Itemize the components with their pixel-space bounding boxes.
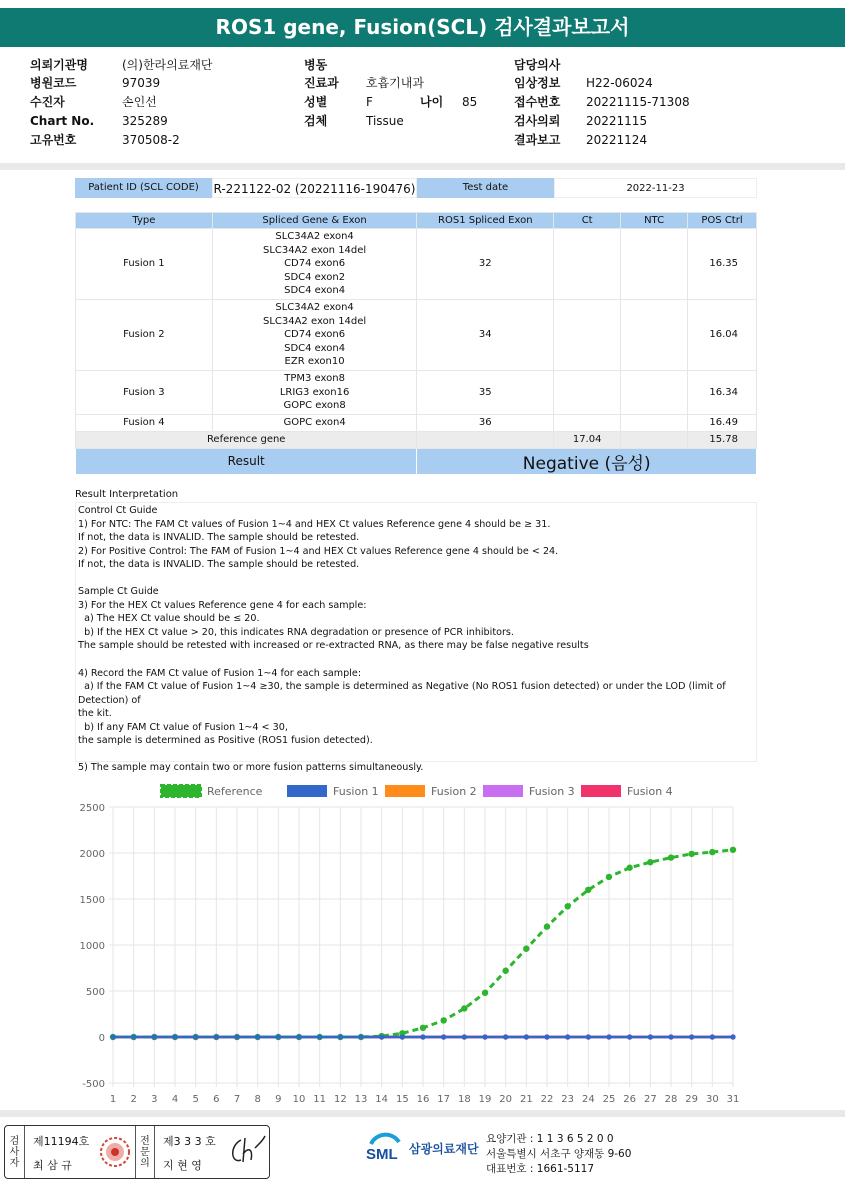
data-point (482, 990, 488, 996)
data-point (688, 851, 694, 857)
gene-cell (212, 299, 417, 370)
signature-box (4, 1125, 270, 1179)
interp-line: b) If the HEX Ct value > 20, this indicates RNA degradation or presence of PCR inhibitors. (78, 626, 514, 638)
interp-line: a) If the FAM Ct value of Fusion 1~4 ≥30, the sample is determined as Negative (No ROS1 fusion detected) or under the LOD (limit of Detection) of (78, 681, 729, 706)
dept-value: 호흡기내과 (366, 76, 424, 91)
info-value: 370508-2 (122, 132, 180, 147)
gene-item: SLC34A2 exon4 (275, 301, 354, 313)
data-point (420, 1034, 425, 1039)
data-point (730, 1034, 735, 1039)
sex-value: F (366, 94, 373, 109)
table-row (76, 370, 757, 414)
gene-item: SDC4 exon4 (284, 342, 346, 354)
org-name: 삼광의료재단 (409, 1141, 479, 1156)
data-point (441, 1034, 446, 1039)
logo-text: SML (366, 1146, 398, 1163)
x-tick-label: 18 (457, 1094, 471, 1105)
interpretation-box (75, 502, 757, 774)
data-point (648, 1034, 653, 1039)
data-point (730, 847, 736, 853)
x-tick-label: 8 (254, 1094, 261, 1105)
gene-item: TPM3 exon8 (284, 373, 345, 385)
info-label: 의뢰기관명 (30, 58, 88, 72)
specialist-vertical-label (135, 1126, 155, 1178)
interp-line: If not, the data is INVALID. The sample should be retested. (78, 559, 360, 571)
specialist-name: 지 현 영 (163, 1159, 202, 1172)
data-point (668, 854, 674, 860)
x-tick-label: 24 (581, 1094, 595, 1105)
interp-line (78, 572, 754, 586)
info-label: 접수번호 (514, 94, 561, 109)
divider (0, 163, 845, 170)
x-tick-label: 20 (499, 1094, 513, 1105)
x-tick-label: 3 (151, 1094, 158, 1105)
data-point (689, 1034, 694, 1039)
col-header: Type (76, 213, 213, 229)
info-value: H22-06024 (586, 76, 653, 91)
col-header: Ct (554, 213, 621, 229)
data-point (172, 1034, 177, 1039)
result-value: Negative (음성) (417, 448, 757, 474)
x-tick-label: 1 (109, 1094, 117, 1105)
x-tick-label: 15 (395, 1094, 409, 1105)
x-tick-label: 23 (561, 1094, 575, 1105)
col-header: ROS1 Spliced Exon (417, 213, 554, 229)
legend-swatch (483, 785, 523, 797)
data-point (524, 1034, 529, 1039)
specialist-no: 제3 3 3 호 (163, 1135, 216, 1148)
data-point (234, 1034, 239, 1039)
patient-id-value: R-221122-02 (20221116-190476) (212, 178, 417, 198)
data-point (565, 1034, 570, 1039)
interp-line: the sample is determined as Positive (ROS1 fusion detected). (78, 735, 373, 747)
data-point (461, 1005, 467, 1011)
sex-label: 성별 (304, 94, 328, 109)
info-col-3 (514, 56, 690, 149)
data-point (131, 1034, 136, 1039)
info-value: (의)한라의료재단 (122, 58, 213, 72)
info-label: 병원코드 (30, 76, 77, 91)
gene-item: CD74 exon6 (284, 258, 346, 270)
data-point (110, 1034, 115, 1039)
data-point (564, 903, 570, 909)
age-value: 85 (462, 94, 478, 109)
data-point (214, 1034, 219, 1039)
legend-swatch (161, 785, 201, 797)
info-value: 97039 (122, 76, 161, 91)
table-row (76, 414, 757, 431)
org-addr: 서울특별시 서초구 양재동 9-60 (486, 1148, 632, 1160)
data-point (276, 1034, 281, 1039)
info-label: 임상정보 (514, 76, 561, 91)
legend-label: Fusion 1 (333, 785, 379, 798)
char: 사 (9, 1146, 20, 1158)
ntc-cell (621, 229, 688, 300)
x-tick-label: 28 (664, 1094, 678, 1105)
legend-swatch (287, 785, 327, 797)
y-tick-label: 2000 (79, 849, 105, 860)
org-address-block (486, 1132, 631, 1177)
data-point (358, 1034, 363, 1039)
gene-item: SLC34A2 exon4 (275, 231, 354, 242)
dept-label: 진료과 (304, 76, 339, 91)
y-tick-label: 2500 (79, 803, 105, 814)
interp-line: Sample Ct Guide (78, 586, 159, 598)
info-value: 손인선 (122, 94, 157, 109)
gene-item: SDC4 exon2 (284, 271, 346, 283)
gene-cell (212, 370, 417, 414)
table-header-row (76, 213, 757, 229)
x-tick-label: 27 (643, 1094, 657, 1105)
pos-cell: 16.49 (688, 414, 757, 431)
gene-item: GOPC exon8 (283, 400, 346, 412)
x-tick-label: 7 (233, 1094, 241, 1105)
interp-line: The sample should be retested with increased or re-extracted RNA, as there may be false negative results (78, 640, 589, 652)
x-tick-label: 22 (540, 1094, 554, 1105)
inspector-no: 제11194호 (33, 1135, 90, 1148)
type-cell: Fusion 4 (76, 414, 213, 431)
legend-label: Fusion 4 (627, 785, 673, 798)
y-tick-label: 1500 (79, 895, 105, 906)
interp-line: b) If any FAM Ct value of Fusion 1~4 < 30, (78, 721, 288, 733)
info-label: 수진자 (30, 94, 65, 109)
exon-cell: 36 (417, 414, 554, 431)
gene-item: LRIG3 exon16 (279, 386, 350, 398)
col-header: Spliced Gene & Exon (212, 213, 417, 229)
interp-line: 5) The sample may contain two or more fusion patterns simultaneously. (78, 762, 424, 774)
interpretation-title: Result Interpretation (75, 489, 179, 500)
gene-item: GOPC exon4 (283, 417, 346, 429)
legend-label: Fusion 3 (529, 785, 575, 798)
reference-label: Reference gene (76, 431, 417, 448)
data-point (585, 887, 591, 893)
org-code: 요양기관 : 1 1 3 6 5 2 0 0 (486, 1133, 614, 1145)
gene-item: SDC4 exon4 (284, 285, 346, 297)
gene-item: CD74 exon6 (284, 329, 346, 341)
data-point (709, 849, 715, 855)
x-tick-label: 17 (437, 1094, 451, 1105)
interp-line (78, 748, 754, 762)
data-point (400, 1034, 405, 1039)
x-tick-label: 29 (685, 1094, 699, 1105)
signature-icon (227, 1134, 267, 1170)
x-tick-label: 21 (519, 1094, 533, 1105)
x-tick-label: 19 (478, 1094, 492, 1105)
table-row (76, 299, 757, 370)
legend-label: Reference (207, 785, 263, 798)
reference-row (76, 431, 757, 448)
reference-pos: 15.78 (688, 431, 757, 448)
data-point (627, 1034, 632, 1039)
char: 검 (9, 1135, 20, 1147)
x-tick-label: 13 (354, 1094, 368, 1105)
col-header: NTC (621, 213, 688, 229)
x-tick-label: 5 (192, 1094, 199, 1105)
x-tick-label: 11 (313, 1094, 327, 1105)
data-point (544, 923, 550, 929)
reference-ntc (621, 431, 688, 448)
info-value: 20221115 (586, 114, 648, 129)
x-tick-label: 26 (623, 1094, 637, 1105)
reference-exon (417, 431, 554, 448)
x-tick-label: 25 (602, 1094, 616, 1105)
specimen-value: Tissue (366, 114, 404, 129)
info-label: Chart No. (30, 114, 95, 129)
interp-line: 2) For Positive Control: The FAM of Fusion 1~4 and HEX Ct values Reference gene 4 should be < 24. (78, 545, 559, 557)
data-point (255, 1034, 260, 1039)
interp-line (78, 653, 754, 667)
specimen-label: 검체 (304, 114, 328, 129)
divider (0, 1110, 845, 1117)
ct-cell (554, 299, 621, 370)
interp-line: 3) For the HEX Ct values Reference gene 4 for each sample: (78, 599, 367, 611)
data-point (710, 1034, 715, 1039)
x-tick-label: 4 (171, 1094, 179, 1105)
data-point (152, 1034, 157, 1039)
info-label: 검사의뢰 (514, 114, 561, 129)
data-point (503, 1034, 508, 1039)
char: 의 (140, 1157, 150, 1169)
type-cell: Fusion 3 (76, 370, 213, 414)
gene-cell (212, 414, 417, 431)
info-col-2 (304, 56, 477, 131)
results-table (75, 212, 757, 475)
data-point (626, 865, 632, 871)
info-label: 고유번호 (30, 132, 77, 147)
gene-cell (212, 229, 417, 300)
info-label: 담당의사 (514, 58, 561, 72)
data-point (482, 1034, 487, 1039)
data-point (523, 945, 529, 951)
table-row (76, 229, 757, 300)
data-point (462, 1034, 467, 1039)
y-tick-label: 500 (85, 987, 105, 998)
x-tick-label: 6 (213, 1094, 220, 1105)
interp-line: Control Ct Guide (78, 505, 158, 516)
info-value: 325289 (122, 114, 168, 129)
exon-cell: 35 (417, 370, 554, 414)
legend-swatch (385, 785, 425, 797)
col-header: POS Ctrl (688, 213, 757, 229)
seal-stamp-icon (99, 1136, 131, 1168)
pos-cell: 16.04 (688, 299, 757, 370)
ntc-cell (621, 414, 688, 431)
x-tick-label: 12 (333, 1094, 347, 1105)
test-date-label: Test date (417, 178, 554, 198)
pos-cell: 16.35 (688, 229, 757, 300)
data-point (668, 1034, 673, 1039)
sml-logo-icon (365, 1128, 405, 1168)
ct-cell (554, 370, 621, 414)
ct-cell (554, 229, 621, 300)
y-tick-label: 1000 (79, 941, 105, 952)
ward-label: 병동 (304, 58, 328, 72)
y-tick-label: 0 (98, 1033, 105, 1044)
ct-cell (554, 414, 621, 431)
data-point (606, 1034, 611, 1039)
exon-cell: 34 (417, 299, 554, 370)
inspector-name: 최 삼 규 (33, 1159, 72, 1172)
y-tick-label: -500 (82, 1079, 105, 1090)
test-date-value: 2022-11-23 (554, 178, 757, 198)
inspector-vertical-label (5, 1126, 25, 1178)
interp-line: 1) For NTC: The FAM Ct values of Fusion 1~4 and HEX Ct values Reference gene 4 should be ≥ 31. (78, 518, 551, 530)
pos-cell: 16.34 (688, 370, 757, 414)
data-point (586, 1034, 591, 1039)
info-col-1 (30, 56, 213, 149)
org-logo (365, 1128, 479, 1168)
legend-label: Fusion 2 (431, 785, 477, 798)
x-tick-label: 16 (416, 1094, 430, 1105)
ntc-cell (621, 299, 688, 370)
info-value: 20221124 (586, 132, 648, 147)
report-title: ROS1 gene, Fusion(SCL) 검사결과보고서 (0, 8, 845, 47)
char: 전 (140, 1135, 150, 1147)
data-point (420, 1025, 426, 1031)
interp-line: If not, the data is INVALID. The sample should be retested. (78, 532, 360, 544)
reference-ct: 17.04 (554, 431, 621, 448)
interp-line: 4) Record the FAM Ct value of Fusion 1~4 for each sample: (78, 667, 362, 679)
result-row (76, 448, 757, 474)
data-point (440, 1017, 446, 1023)
char: 자 (9, 1157, 20, 1169)
legend-swatch (581, 785, 621, 797)
gene-item: SLC34A2 exon 14del (262, 315, 367, 327)
data-point (502, 968, 508, 974)
data-point (296, 1034, 301, 1039)
type-cell: Fusion 2 (76, 299, 213, 370)
x-tick-label: 2 (130, 1094, 137, 1105)
data-point (647, 859, 653, 865)
char: 문 (140, 1146, 150, 1158)
data-point (379, 1034, 384, 1039)
x-tick-label: 9 (275, 1094, 282, 1105)
x-tick-label: 10 (292, 1094, 306, 1105)
interp-line: a) The HEX Ct value should be ≤ 20. (78, 613, 260, 625)
data-point (338, 1034, 343, 1039)
exon-cell: 32 (417, 229, 554, 300)
amplification-chart (75, 775, 757, 1110)
data-point (317, 1034, 322, 1039)
type-cell: Fusion 1 (76, 229, 213, 300)
data-point (606, 874, 612, 880)
patient-id-bar (75, 178, 757, 198)
data-point (193, 1034, 198, 1039)
data-point (544, 1034, 549, 1039)
org-tel: 대표번호 : 1661-5117 (486, 1163, 595, 1175)
interp-line: the kit. (78, 708, 112, 720)
x-tick-label: 31 (726, 1094, 740, 1105)
info-label: 결과보고 (514, 132, 561, 147)
ntc-cell (621, 370, 688, 414)
patient-id-label: Patient ID (SCL CODE) (75, 178, 212, 198)
gene-item: SLC34A2 exon 14del (262, 244, 367, 256)
gene-item: EZR exon10 (284, 356, 345, 368)
result-label: Result (76, 448, 417, 474)
x-tick-label: 14 (375, 1094, 389, 1105)
info-value: 20221115-71308 (586, 94, 690, 109)
age-label: 나이 (420, 94, 444, 109)
x-tick-label: 30 (705, 1094, 719, 1105)
